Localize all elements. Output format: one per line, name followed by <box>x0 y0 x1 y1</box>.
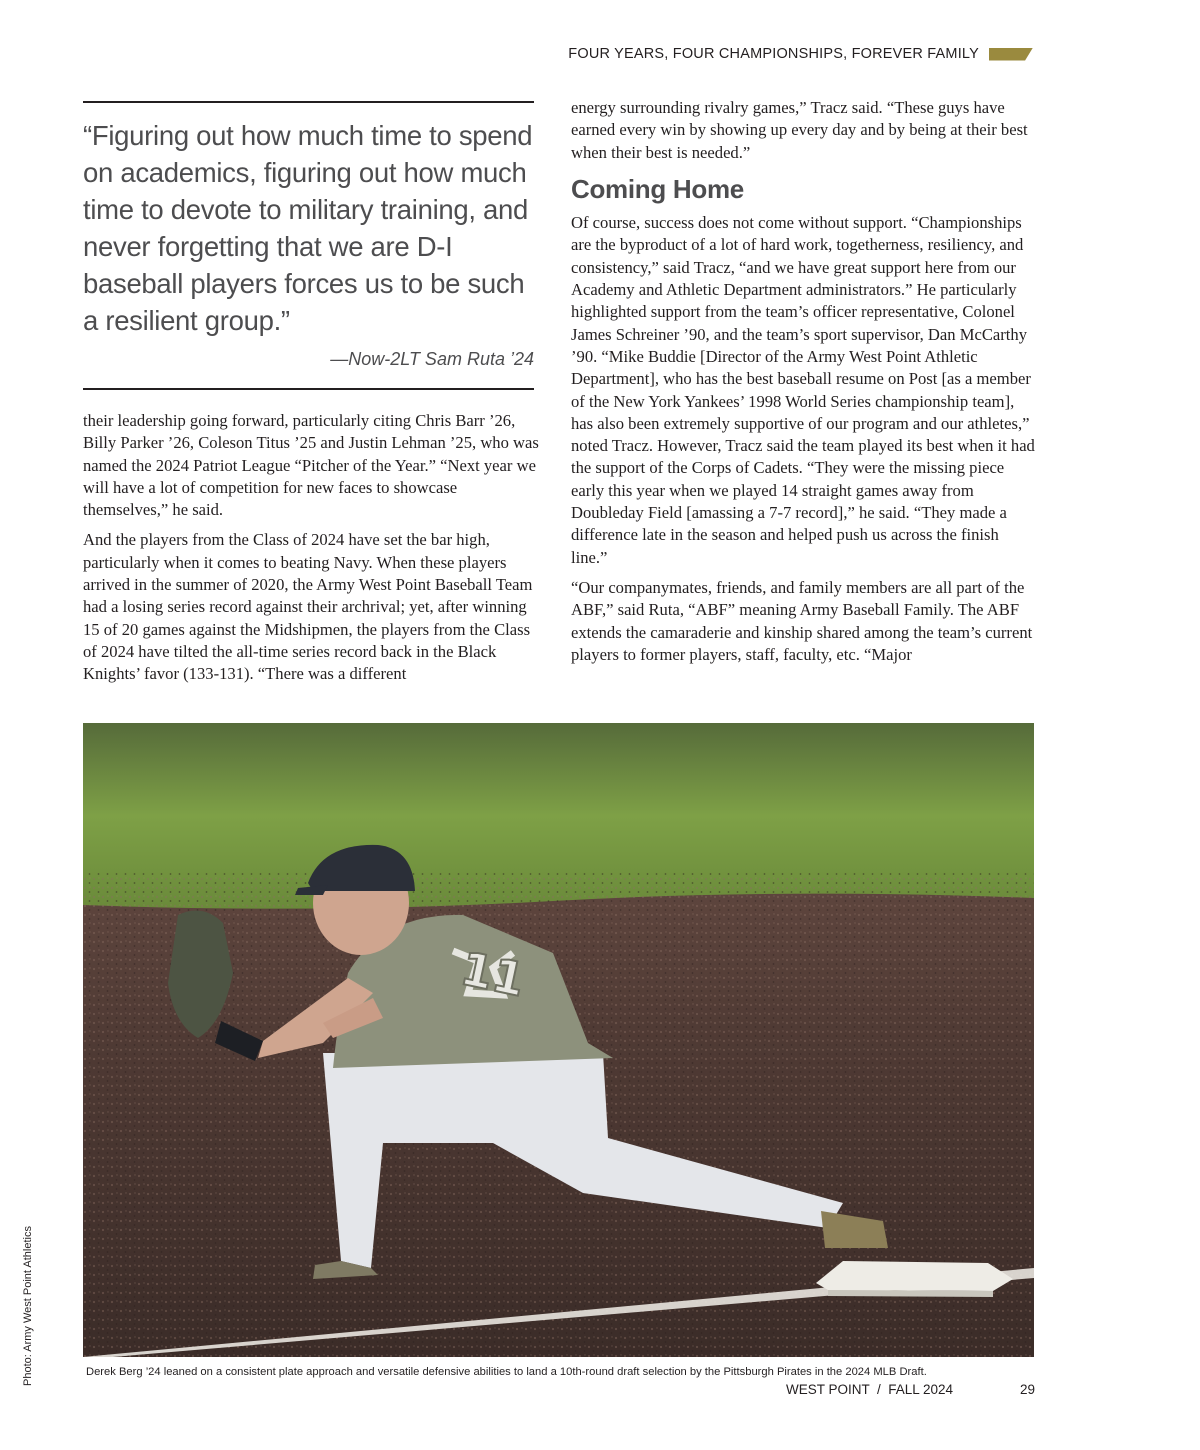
section-heading: Coming Home <box>571 173 744 204</box>
body-paragraph: energy surrounding rivalry games,” Tracz said. “These guys have earned every win by showing up every day and by being at their best when their best is needed.” <box>571 98 1028 162</box>
left-column <box>83 410 543 694</box>
body-paragraph: And the players from the Class of 2024 have set the bar high, particularly when it comes to beating Navy. When these players arrived in the summer of 2020, the Army West Point Baseball Team had a losing series record against their archrival; yet, after winning 15 of 20 games against the Midshipmen, the players from the Class of 2024 have tilted the all-time series record back in the Black Knights’ favor (133-131). “There was a different <box>83 530 533 684</box>
photo-credit: Photo: Army West Point Athletics <box>22 1226 34 1386</box>
page-number: 29 <box>1019 1382 1035 1397</box>
body-paragraph: their leadership going forward, particularly citing Chris Barr ’26, Billy Parker ’26, Coleson Titus ’25 and Justin Lehman ’25, who was named the 2024 Patriot League “Pitcher of the Year.” “Next year we will have a lot of competition for new faces to showcase themselves,” he said. <box>83 411 539 520</box>
baseball-photo <box>83 723 1034 1357</box>
photo-caption: Derek Berg ’24 leaned on a consistent plate approach and versatile defensive abilities to land a 10th-round draft selection by the Pittsburgh Pirates in the 2024 MLB Draft. <box>86 1366 927 1378</box>
pull-quote-block <box>83 101 534 390</box>
pull-quote-attribution: —Now-2LT Sam Ruta ’24 <box>330 349 534 369</box>
footer-publication: WEST POINT / FALL 2024 <box>786 1382 954 1397</box>
jersey-number: 11 <box>456 941 530 1008</box>
running-header-title: FOUR YEARS, FOUR CHAMPIONSHIPS, FOREVER FAMILY <box>568 46 979 62</box>
header-accent-bar <box>989 48 1033 61</box>
page-footer <box>786 1382 1035 1397</box>
body-paragraph: Of course, success does not come without support. “Championships are the byproduct of a lot of hard work, togetherness, resiliency, and consistency,” said Tracz, “and we have great support here from our Academy and Athletic Department administrators.” He particularly highlighted support from the team’s officer representative, Colonel James Schreiner ’90, and the team’s sport supervisor, Dan McCarthy ’90. “Mike Buddie [Director of the Army West Point Athletic Department], who has the best baseball resume on Post [as a member of the New York Yankees’ 1998 World Series championship team], has also been extremely supportive of our program and our athletes,” noted Tracz. However, Tracz said the team played its best when it had the support of the Corps of Cadets. “They were the missing piece early this year when we played 14 straight games away from Doubleday Field [amassing a 7-7 record],” he said. “They made a difference late in the season and helped push us across the finish line.” <box>571 213 1035 567</box>
running-header <box>568 46 1033 62</box>
right-column <box>571 97 1037 674</box>
body-paragraph: “Our companymates, friends, and family members are all part of the ABF,” said Ruta, “ABF” meaning Army Baseball Family. The ABF extends the camaraderie and kinship shared among the team’s current players to former players, staff, faculty, etc. “Major <box>571 577 1033 664</box>
pull-quote-text: “Figuring out how much time to spend on academics, figuring out how much time to devote to military training, and never forgetting that we are D-I baseball players forces us to be such a resilient group.” <box>83 120 533 336</box>
